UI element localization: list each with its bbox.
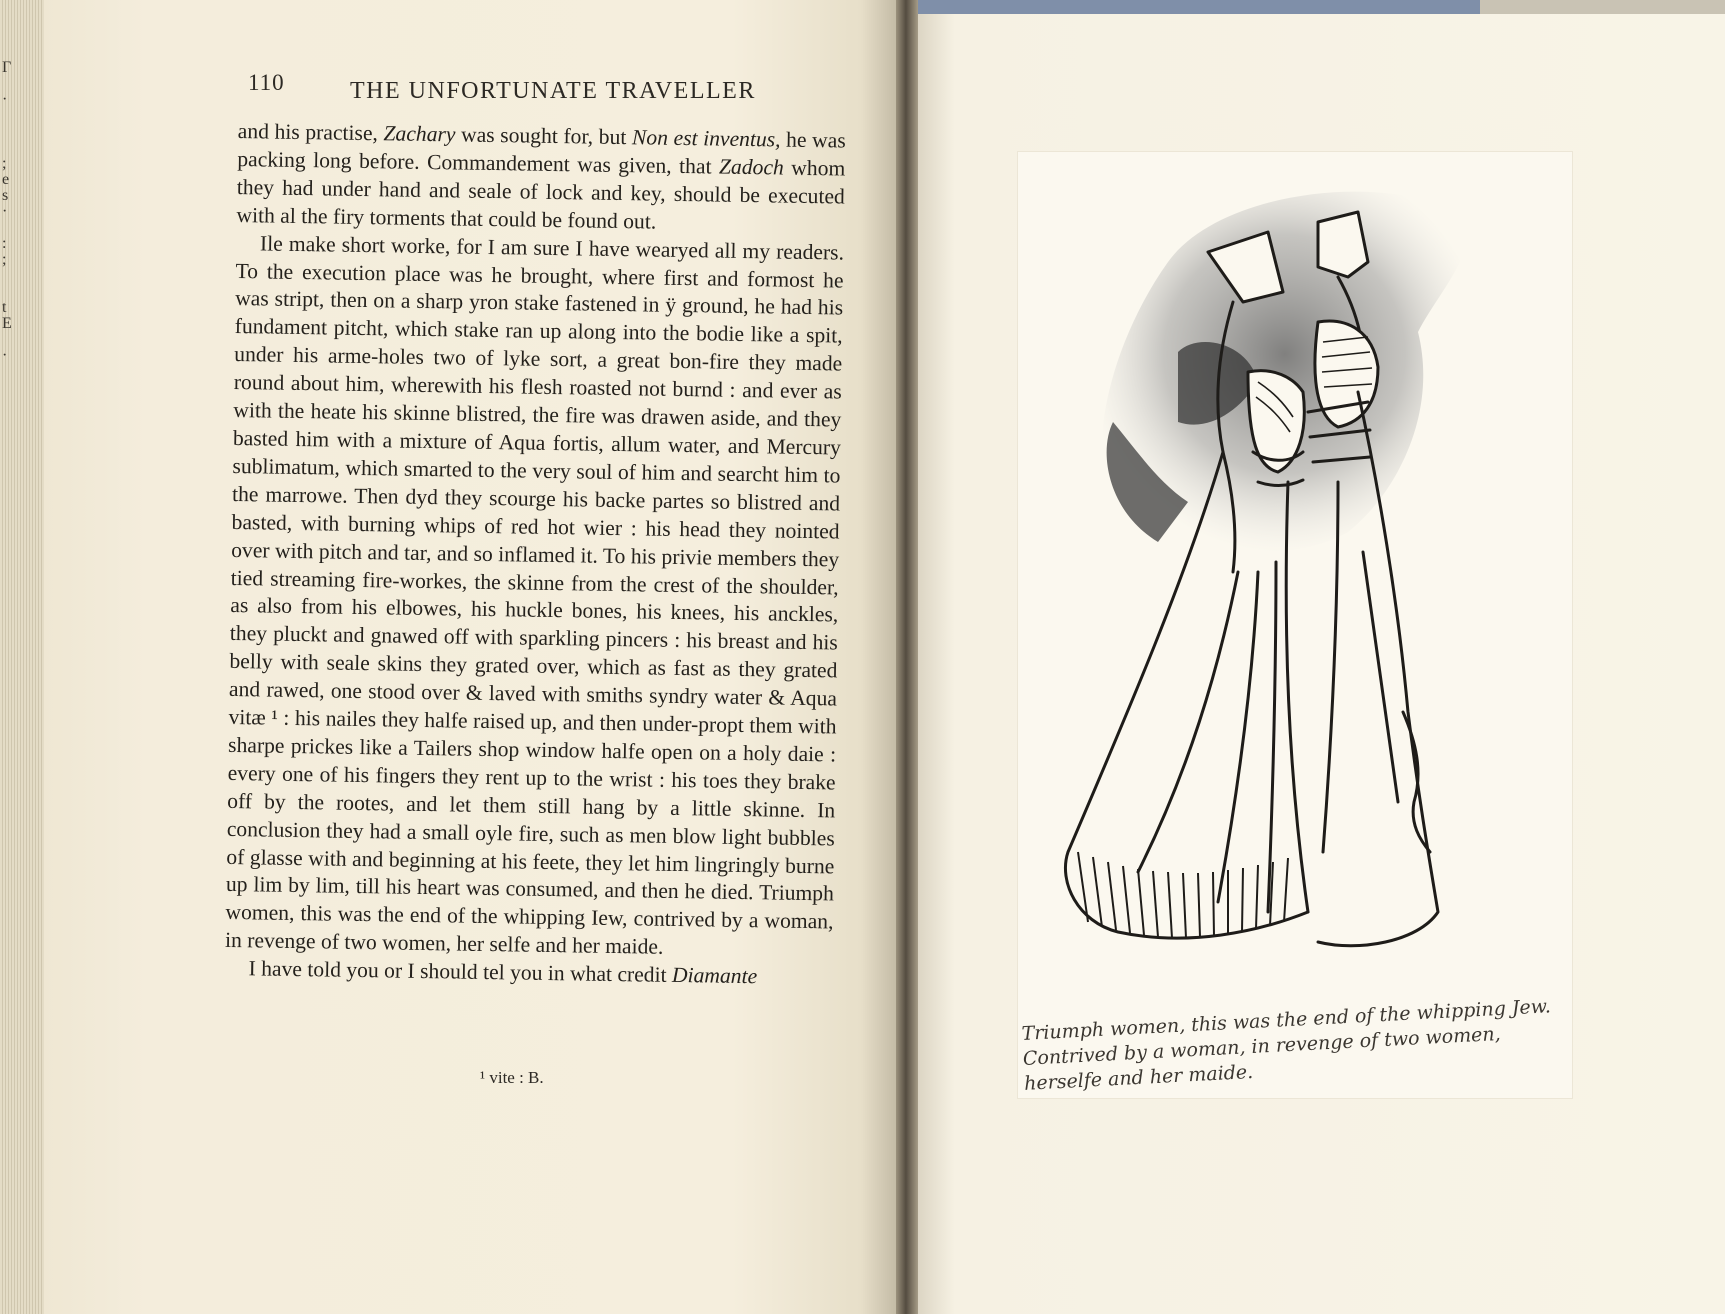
illustration-plate bbox=[1018, 152, 1572, 1098]
previous-page-margin-marks: Γ · ; e s · : ; t E · bbox=[2, 59, 12, 364]
paragraph-2: Ile make short worke, for I am sure I have wearyed all my readers. To the execution place was he brought, where first and formost he was stript, then on a sharp yron stake fastened in ÿ ground, he had his fundament pitcht, which stake ran up along into the bodie like a spit, under his arme-holes two of lyke sort, a great bon-fire they made round about him, wherewith his flesh roasted not burnd : and ever as with the heate his skinne blistred, the fire was drawen aside, and they basted him with a mixture of Aqua fortis, allum water, and Mercury sublimatum, which smarted to the very soul of him and searcht him to the marrowe. Then dyd they scourge his backe partes so blistred and basted, with burning whips of red hot wier : his head they nointed over with pitch and tar, and so inflamed it. To his privie members they tied streaming fire-workes, the skinne from the crest of the shoulder, as also from his elbowes, his huckle bones, his knees, his anckles, they pluckt and gnawed off with sparkling pincers : his breast and his belly with seale skins they grated over, which as fast as they grated and rawed, one stood over & laved with smiths syndry water & Aqua vitæ ¹ : his nailes they halfe raised up, and then under-propt them with sharpe prickes like a Tailers shop window halfe open on a holy daie : every one of his fingers they rent up to the wrist : his toes they brake off by the rootes, and let them still hang by a little skinne. In conclusion they had a small oyle fire, such as men blow light bubbles of glasse with and beginning at his feete, they let him lingringly burne up lim by lim, till his heart was consumed, and then he died. Triumph women, this was the end of the whipping Iew, contrived by a woman, in revenge of two women, her selfe and her maide. bbox=[224, 230, 845, 960]
two-women-illustration bbox=[1018, 152, 1572, 1098]
book-gutter bbox=[896, 0, 918, 1314]
running-head: THE UNFORTUNATE TRAVELLER bbox=[350, 78, 756, 104]
illustration-caption: Triumph women, this was the end of the whipping Jew. Contrived by a woman, in revenge of two women, herselfe and her maide. bbox=[1021, 995, 1552, 1095]
paragraph-3: I have told you or I should tel you in what credit Diamante bbox=[248, 956, 758, 989]
paragraph-1: and his practise, Zachary was sought for, but Non est inventus, he was packing long before. Commandement was given, that Zadoch whom they had under hand and seale of lock and key, should be executed with al the firy torments that could be found out. bbox=[236, 118, 846, 234]
body-text bbox=[224, 118, 846, 993]
footnote: ¹ vite : B. bbox=[480, 1068, 544, 1087]
page-number: 110 bbox=[248, 70, 285, 95]
